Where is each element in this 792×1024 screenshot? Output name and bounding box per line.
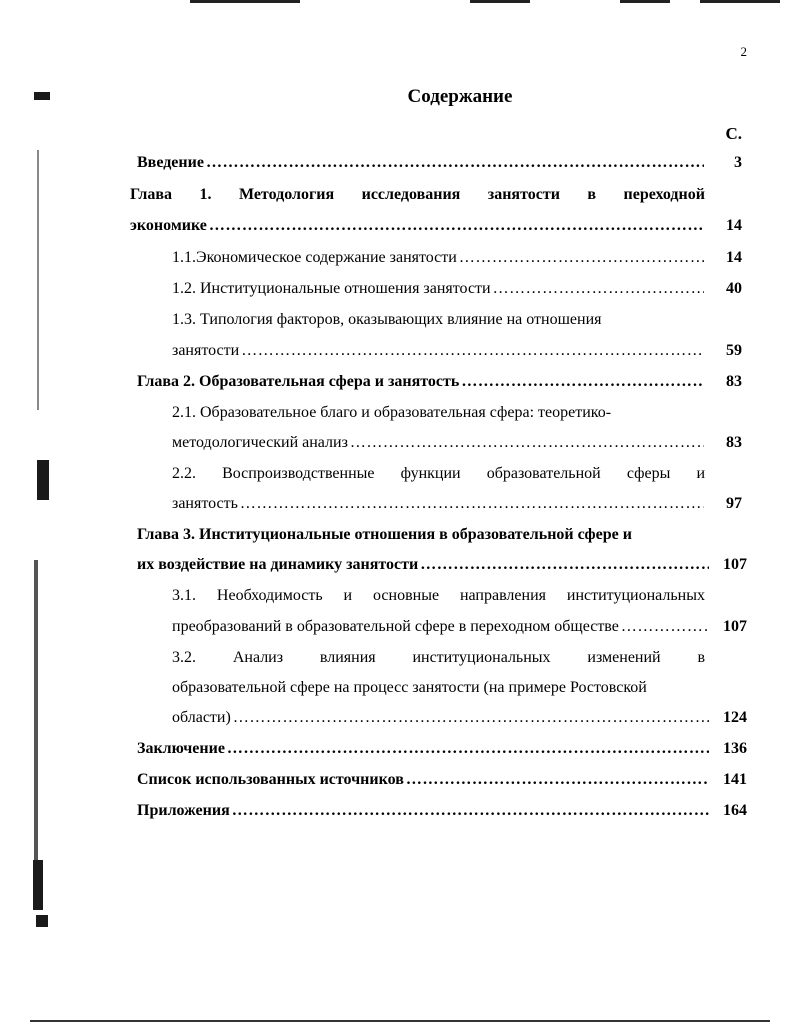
- leader-dots: [233, 708, 709, 728]
- binding-mark: [34, 560, 38, 860]
- toc-entry-text: 1.2. Институциональные отношения занятости: [172, 280, 491, 297]
- word: переходной: [623, 186, 705, 203]
- toc-entry-text: Приложения: [137, 802, 230, 819]
- binding-mark: [36, 915, 48, 927]
- toc-entry-section-3-2-line1: [172, 648, 705, 668]
- leader-dots: [241, 341, 704, 361]
- toc-entry-text: занятости: [172, 342, 240, 359]
- toc-entry-conclusion: [137, 739, 747, 759]
- toc-entry-page: 40: [726, 280, 742, 297]
- scan-edge-bottom: [30, 1020, 770, 1022]
- toc-entry-section-3-1-line2: [172, 617, 747, 637]
- word: в: [697, 649, 705, 666]
- toc-entry-text: 1.1.Экономическое содержание занятости: [172, 249, 457, 266]
- scan-edge-top: [190, 0, 300, 3]
- word: исследования: [361, 186, 461, 203]
- leader-dots: [209, 216, 704, 236]
- toc-entry-chapter1-line1: [130, 185, 705, 205]
- word: Необходимость: [216, 587, 323, 604]
- toc-entry-page: 124: [723, 709, 747, 726]
- leader-dots: [232, 801, 709, 821]
- toc-entry-chapter3-line2: [137, 555, 747, 575]
- toc-entry-page: 141: [723, 771, 747, 788]
- binding-mark: [33, 860, 43, 910]
- page-number: 2: [740, 44, 747, 59]
- leader-dots: [493, 279, 704, 299]
- toc-entry-text: области): [172, 709, 231, 726]
- word: Методология: [238, 186, 335, 203]
- toc-entry-page: 14: [726, 217, 742, 234]
- toc-entry-section-2-1-line1: 2.1. Образовательное благо и образовательная сфера: теоретико-: [172, 404, 612, 421]
- toc-entry-section-1-3-line2: [172, 341, 742, 361]
- scan-edge-top: [620, 0, 670, 3]
- toc-entry-section-3-2-line3: [172, 708, 747, 728]
- toc-entry-page: 59: [726, 342, 742, 359]
- word: Воспроизводственные: [222, 465, 375, 482]
- toc-entry-text: Глава 2. Образовательная сфера и занятость: [137, 373, 460, 390]
- leader-dots: [461, 372, 704, 392]
- toc-entry-text: Заключение: [137, 740, 225, 757]
- leader-dots: [350, 433, 704, 453]
- word: 3.1.: [172, 587, 196, 604]
- word: 2.2.: [172, 465, 196, 482]
- toc-entry-page: 83: [726, 434, 742, 451]
- page-column-header: С.: [725, 124, 742, 143]
- toc-entry-page: 107: [723, 556, 747, 573]
- word: 3.2.: [172, 649, 196, 666]
- toc-entry-page: 14: [726, 249, 742, 266]
- leader-dots: [621, 617, 709, 637]
- toc-entry-intro: [137, 153, 742, 173]
- toc-entry-text: Список использованных источников: [137, 771, 404, 788]
- toc-entry-appendix: [137, 801, 747, 821]
- word: занятости: [487, 186, 560, 203]
- word: институциональных: [412, 649, 551, 666]
- word: направления: [459, 587, 546, 604]
- word: институциональных: [566, 587, 705, 604]
- leader-dots: [240, 494, 704, 514]
- toc-entry-page: 136: [723, 740, 747, 757]
- toc-entry-page: 83: [726, 373, 742, 390]
- word: сферы: [626, 465, 671, 482]
- leader-dots: [420, 555, 709, 575]
- scan-edge-top: [700, 0, 780, 3]
- page-title: Содержание: [407, 86, 513, 107]
- toc-entry-page: 107: [723, 618, 747, 635]
- toc-entry-section-3-2-line2: образовательной сфере на процесс занятости (на примере Ростовской: [172, 679, 647, 696]
- leader-dots: [459, 248, 704, 268]
- toc-entry-chapter1-line2: [130, 216, 742, 236]
- toc-entry-page: 3: [734, 154, 742, 171]
- word: влияния: [319, 649, 376, 666]
- word: функции: [400, 465, 461, 482]
- toc-entry-text: экономике: [130, 217, 207, 234]
- word: основные: [373, 587, 440, 604]
- toc-entry-sources: [137, 770, 747, 790]
- toc-entry-section-2-2-line2: [172, 494, 742, 514]
- word: и: [696, 465, 705, 482]
- word: и: [343, 587, 353, 604]
- binding-mark: [37, 460, 49, 500]
- toc-entry-chapter3-line1: Глава 3. Институциональные отношения в образовательной сфере и: [137, 526, 632, 543]
- toc-entry-text: их воздействие на динамику занятости: [137, 556, 419, 573]
- leader-dots: [206, 153, 704, 173]
- toc-entry-section-3-1-line1: [172, 586, 705, 606]
- word: в: [587, 186, 597, 203]
- scan-edge-top: [470, 0, 530, 3]
- toc-entry-page: 164: [723, 802, 747, 819]
- toc-entry-text: Введение: [137, 154, 204, 171]
- toc-entry-text: занятость: [172, 495, 238, 512]
- toc-entry-section-1-1: [172, 248, 742, 268]
- toc-entry-section-2-2-line1: [172, 464, 705, 484]
- toc-entry-text: преобразований в образовательной сфере в переходном обществе: [172, 618, 619, 635]
- leader-dots: [227, 739, 709, 759]
- word: изменений: [587, 649, 661, 666]
- toc-entry-section-1-2: [172, 279, 742, 299]
- binding-mark: [37, 150, 39, 410]
- word: образовательной: [486, 465, 601, 482]
- toc-entry-chapter2: [137, 372, 742, 392]
- toc-entry-text: методологический анализ: [172, 434, 348, 451]
- toc-entry-section-2-1-line2: [172, 433, 742, 453]
- word: Анализ: [232, 649, 284, 666]
- toc-entry-page: 97: [726, 495, 742, 512]
- word: Глава: [130, 186, 172, 203]
- leader-dots: [406, 770, 709, 790]
- word: 1.: [199, 186, 212, 203]
- toc-entry-section-1-3-line1: 1.3. Типология факторов, оказывающих влияние на отношения: [172, 311, 602, 328]
